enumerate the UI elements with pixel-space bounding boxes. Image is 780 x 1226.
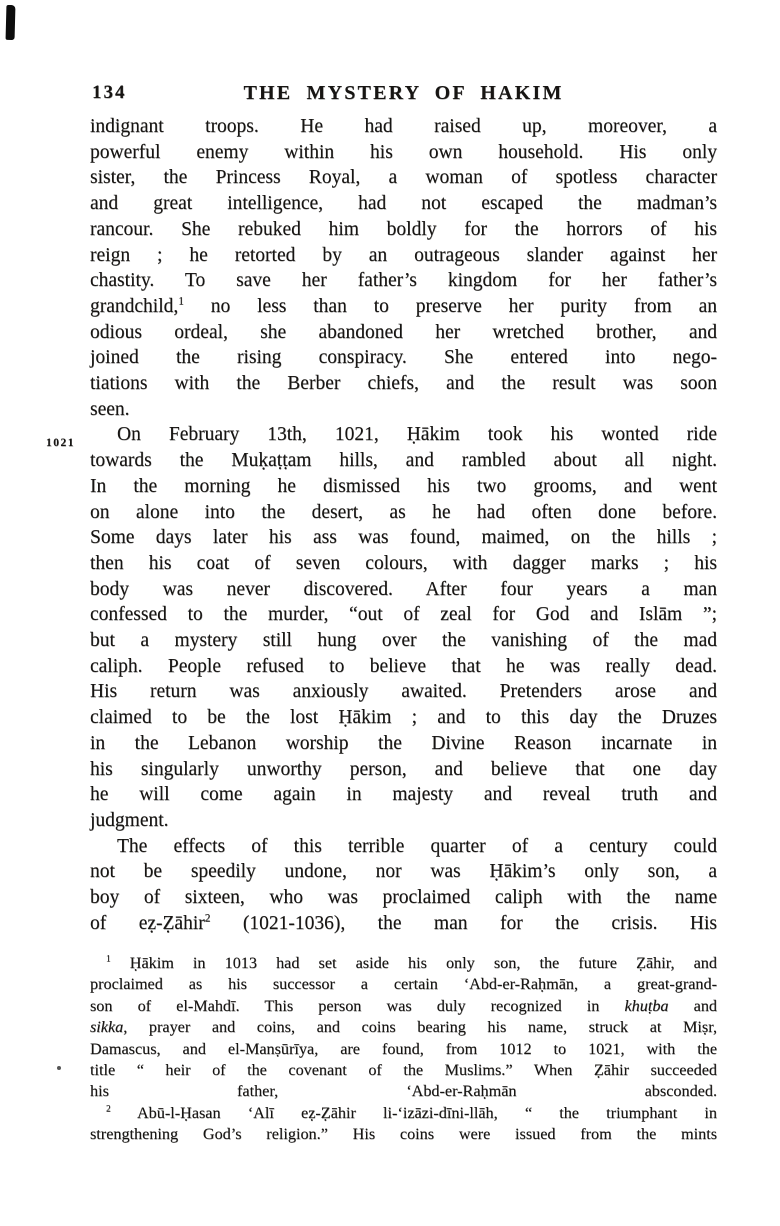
text-line: judgment.: [90, 809, 169, 831]
text-line: chastity. To save her father’s kingdom for her father’s: [90, 270, 717, 292]
paragraph-3: [90, 834, 717, 937]
page-header: [90, 82, 717, 104]
paragraph-2: [90, 422, 717, 833]
text-line: in the Lebanon worship the Divine Reason incarnate in: [90, 732, 717, 754]
footnote-2: [90, 1103, 717, 1146]
text-line: but a mystery still hung over the vanishing of the mad: [90, 630, 717, 652]
text-line: $^2$ Abū-l-Ḥasan ‘Alī eẓ-Ẓāhir li-‘izāzi-dīni-llāh, “ the triumphant in: [106, 1103, 717, 1122]
text-line: claimed to be the lost Ḥākim ; and to this day the Druzes: [90, 707, 717, 729]
scan-speck: [57, 1066, 61, 1070]
text-line: seen.: [90, 398, 130, 420]
text-line: odious ordeal, she abandoned her wretched brother, and: [90, 321, 717, 343]
text-line: sikka, prayer and coins, and coins bearing his name, struck at Miṣr,: [90, 1018, 717, 1037]
scan-ink-mark: [6, 5, 16, 40]
text-line: confessed to the murder, “out of zeal for God and Islām ”;: [90, 604, 717, 626]
text-line: tiations with the Berber chiefs, and the result was soon: [90, 373, 717, 395]
text-line: His return was anxiously awaited. Pretenders arose and: [90, 681, 717, 703]
text-line: boy of sixteen, who was proclaimed caliph with the name: [90, 887, 717, 909]
text-line: The effects of this terrible quarter of a century could: [117, 835, 717, 857]
footnotes: [90, 953, 717, 1146]
text-line: joined the rising conspiracy. She entered into nego-: [90, 347, 717, 369]
text-line: strengthening God’s religion.” His coins were issued from the mints: [90, 1125, 717, 1144]
text-line: grandchild,$^1$ no less than to preserve her purity from an: [90, 295, 717, 317]
text-line: $^1$ Ḥākim in 1013 had set aside his only son, the future Ẓāhir, and: [106, 954, 717, 972]
text-line: title “ heir of the covenant of the Muslims.” When Ẓāhir succeeded: [90, 1061, 717, 1080]
text-line: Some days later his ass was found, maimed, on the hills ;: [90, 527, 717, 549]
text-line: towards the Muḳaṭṭam hills, and rambled about all night.: [90, 450, 717, 472]
text-line: proclaimed as his successor a certain ‘Abd-er-Raḥmān, a great-grand-: [90, 975, 717, 994]
text-line: On February 13th, 1021, Ḥākim took his wonted ride: [117, 424, 717, 446]
text-line: on alone into the desert, as he had often done before.: [90, 501, 717, 523]
text-line: indignant troops. He had raised up, moreover, a: [90, 116, 717, 137]
text-line: then his coat of seven colours, with dagger marks ; his: [90, 552, 717, 574]
text-line: caliph. People refused to believe that he was really dead.: [90, 655, 717, 677]
body-text: [90, 114, 717, 937]
margin-note-year: 1021: [46, 437, 75, 449]
text-line: rancour. She rebuked him boldly for the horrors of his: [90, 218, 717, 240]
text-line: not be speedily undone, nor was Ḥākim’s only son, a: [90, 861, 717, 883]
text-line: sister, the Princess Royal, a woman of spotless character: [90, 167, 717, 189]
running-title: THE MYSTERY OF HAKIM: [243, 82, 564, 104]
paragraph-1: [90, 114, 717, 422]
text-line: of eẓ-Ẓāhir$^2$ (1021-1036), the man for the crisis. His: [90, 912, 717, 934]
text-line: his singularly unworthy person, and believe that one day: [90, 758, 717, 780]
text-line: and great intelligence, had not escaped the madman’s: [90, 193, 717, 215]
text-line: Damascus, and el-Manṣūrīya, are found, from 1012 to 1021, with the: [90, 1039, 717, 1058]
text-line: son of el-Mahdī. This person was duly recognized in khuṭba and: [90, 996, 718, 1015]
text-line: his father, ‘Abd-er-Raḥmān absconded.: [90, 1082, 717, 1101]
footnote-1: [90, 953, 717, 1103]
text-line: he will come again in majesty and reveal truth and: [90, 784, 717, 806]
text-line: powerful enemy within his own household. His only: [90, 141, 717, 163]
text-line: reign ; he retorted by an outrageous slander against her: [90, 244, 717, 266]
page-number: 134: [92, 82, 127, 103]
text-line: body was never discovered. After four years a man: [90, 578, 717, 600]
text-line: In the morning he dismissed his two grooms, and went: [90, 475, 717, 497]
